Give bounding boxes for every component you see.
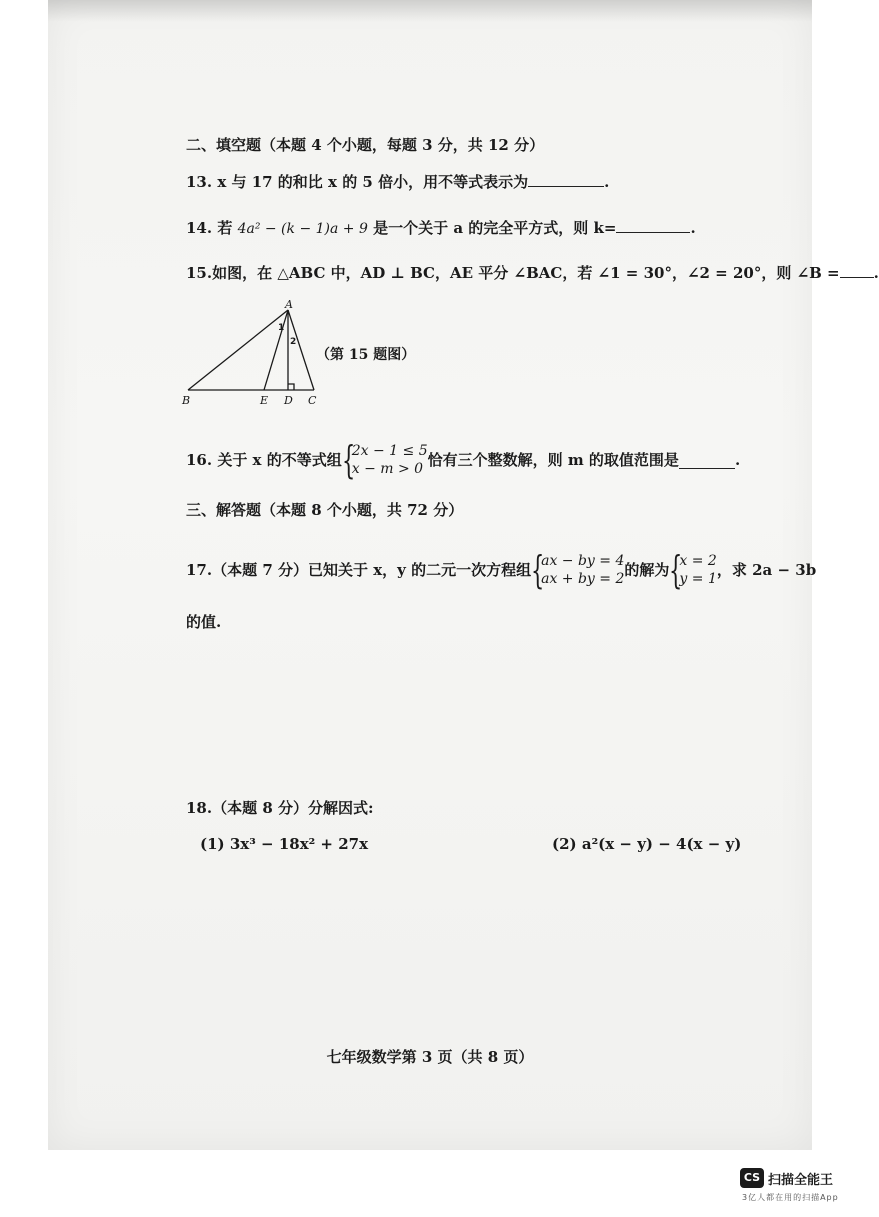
right-angle-mark xyxy=(288,384,294,390)
question-15: 15.如图，在 △ABC 中，AD ⊥ BC，AE 平分 ∠BAC，若 ∠1 = 30°，∠2 = 20°，则 ∠B = . xyxy=(186,261,879,283)
angle-2-label: 2 xyxy=(290,337,297,347)
question-13: 13. x 与 17 的和比 x 的 5 倍小，用不等式表示为 . xyxy=(186,170,609,192)
question-14-expression: 4a² − (k − 1)a + 9 xyxy=(237,221,368,237)
question-14: 14. 若 4a² − (k − 1)a + 9 是一个关于 a 的完全平方式，则 k= . xyxy=(186,216,696,239)
label-e: E xyxy=(260,394,269,407)
question-16: 16. 关于 x 的不等式组 { 2x − 1 ≤ 5 x − m > 0 恰有三个整数解，则 m 的取值范围是 . xyxy=(186,438,741,482)
angle-1-label: 1 xyxy=(278,323,285,333)
answer-blank-14 xyxy=(616,216,690,233)
inequality-system: { 2x − 1 ≤ 5 x − m > 0 xyxy=(341,438,428,482)
triangle-figure xyxy=(180,298,330,410)
solution-y: y = 1 xyxy=(679,571,717,587)
solution-x: x = 2 xyxy=(679,553,717,569)
answer-blank-15 xyxy=(840,261,874,278)
equation-1: ax − by = 4 xyxy=(541,553,625,569)
scan-shadow xyxy=(48,0,812,22)
label-a: A xyxy=(285,298,293,311)
equation-system: { ax − by = 4 ax + by = 2 xyxy=(531,548,625,592)
camscanner-logo-icon: CS xyxy=(740,1168,764,1188)
question-13-text: 13. x 与 17 的和比 x 的 5 倍小，用不等式表示为 xyxy=(186,173,529,191)
segment-ab xyxy=(188,310,288,390)
question-17 xyxy=(186,548,817,592)
section-2-title: 二、填空题（本题 4 个小题，每题 3 分，共 12 分） xyxy=(186,136,545,154)
page-footer: 七年级数学第 3 页（共 8 页） xyxy=(326,1048,534,1066)
question-17-post: ，求 2a − 3b xyxy=(716,561,817,579)
label-d: D xyxy=(284,394,293,407)
camscanner-watermark xyxy=(740,1168,850,1208)
segment-ae xyxy=(264,310,288,390)
question-17-mid: 的解为 xyxy=(624,561,670,579)
inequality-2: x − m > 0 xyxy=(351,461,424,477)
segment-ac xyxy=(288,310,314,390)
question-14-mid: 是一个关于 a 的完全平方式，则 k= xyxy=(373,219,617,237)
question-17-tail: 的值. xyxy=(186,613,222,631)
question-16-pre: 16. 关于 x 的不等式组 xyxy=(186,451,342,469)
question-15-text: 15.如图，在 △ABC 中，AD ⊥ BC，AE 平分 ∠BAC，若 ∠1 = 30°，∠2 = 20°，则 ∠B = xyxy=(186,264,840,282)
question-18-title: 18.（本题 8 分）分解因式: xyxy=(186,799,374,817)
watermark-brand: 扫描全能王 xyxy=(768,1173,834,1188)
label-b: B xyxy=(182,394,191,407)
figure-caption: （第 15 题图） xyxy=(316,347,416,363)
label-c: C xyxy=(308,394,317,407)
question-18-part-2: (2) a²(x − y) − 4(x − y) xyxy=(552,835,742,853)
question-17-pre: 17.（本题 7 分）已知关于 x，y 的二元一次方程组 xyxy=(186,561,532,579)
section-3-title: 三、解答题（本题 8 个小题，共 72 分） xyxy=(186,501,464,519)
inequality-1: 2x − 1 ≤ 5 xyxy=(351,443,428,459)
solution-system: { x = 2 y = 1 xyxy=(669,548,717,592)
answer-blank-13 xyxy=(528,170,604,187)
question-16-post: 恰有三个整数解，则 m 的取值范围是 xyxy=(427,451,679,469)
answer-blank-16 xyxy=(679,452,735,469)
watermark-tagline: 3亿人都在用的扫描App xyxy=(742,1193,839,1202)
question-14-pre: 14. 若 xyxy=(186,219,233,237)
question-18-part-1: (1) 3x³ − 18x² + 27x xyxy=(200,835,369,853)
equation-2: ax + by = 2 xyxy=(541,571,625,587)
